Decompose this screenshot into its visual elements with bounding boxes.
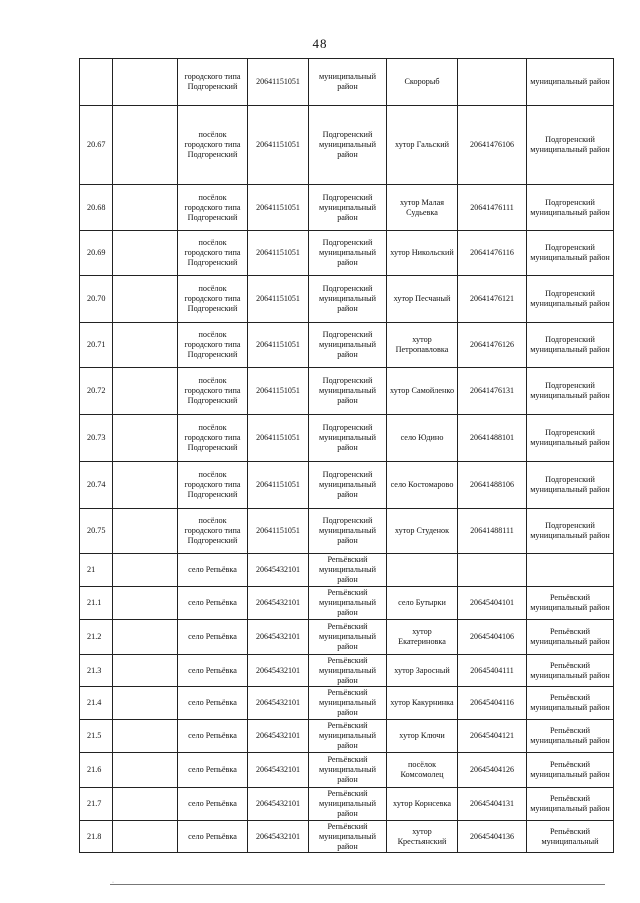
cell-place-code: 20645404136 <box>458 821 527 853</box>
cell-settlement-name: село Репьёвка <box>178 620 248 655</box>
table-row <box>80 323 614 368</box>
cell-row-number: 20.73 <box>80 415 113 462</box>
cell-settlement-code: 20641151051 <box>248 415 309 462</box>
table-row <box>80 368 614 415</box>
cell-status-name: Подгоренский муниципальный район <box>527 368 614 415</box>
cell-place-code: 20641476121 <box>458 276 527 323</box>
table-row <box>80 462 614 509</box>
cell-blank-cell <box>113 59 178 106</box>
table-row <box>80 59 614 106</box>
cell-settlement-name: село Репьёвка <box>178 554 248 587</box>
cell-status-name: Подгоренский муниципальный район <box>527 276 614 323</box>
cell-settlement-name: село Репьёвка <box>178 821 248 853</box>
cell-place-code: 20641488106 <box>458 462 527 509</box>
cell-blank-cell <box>113 720 178 753</box>
cell-place-name: хутор Гальский <box>387 106 458 185</box>
cell-district-name: Подгоренский муниципальный район <box>309 106 387 185</box>
cell-place-name: хутор Студенок <box>387 509 458 554</box>
cell-settlement-name: село Репьёвка <box>178 720 248 753</box>
cell-district-name: Репьёвский муниципальный район <box>309 620 387 655</box>
cell-district-name: Репьёвский муниципальный район <box>309 587 387 620</box>
cell-row-number <box>80 59 113 106</box>
cell-settlement-code: 20641151051 <box>248 462 309 509</box>
cell-settlement-name: посёлок городского типа Подгоренский <box>178 415 248 462</box>
cell-place-code: 20641476131 <box>458 368 527 415</box>
cell-place-name: село Костомарово <box>387 462 458 509</box>
cell-settlement-name: посёлок городского типа Подгоренский <box>178 106 248 185</box>
cell-blank-cell <box>113 587 178 620</box>
cell-district-name: Подгоренский муниципальный район <box>309 323 387 368</box>
table-row <box>80 821 614 853</box>
cell-district-name: Подгоренский муниципальный район <box>309 415 387 462</box>
cell-settlement-code: 20641151051 <box>248 509 309 554</box>
cell-settlement-code: 20645432101 <box>248 554 309 587</box>
cell-status-name: Репьёвский муниципальный район <box>527 687 614 720</box>
cell-place-code: 20641476106 <box>458 106 527 185</box>
cell-blank-cell <box>113 620 178 655</box>
cell-settlement-name: село Репьёвка <box>178 587 248 620</box>
cell-blank-cell <box>113 788 178 821</box>
cell-place-code <box>458 554 527 587</box>
cell-settlement-code: 20641151051 <box>248 59 309 106</box>
cell-settlement-name: посёлок городского типа Подгоренский <box>178 368 248 415</box>
cell-settlement-code: 20645432101 <box>248 587 309 620</box>
cell-settlement-code: 20645432101 <box>248 720 309 753</box>
cell-settlement-name: село Репьёвка <box>178 788 248 821</box>
cell-status-name: Подгоренский муниципальный район <box>527 509 614 554</box>
cell-district-name: Подгоренский муниципальный район <box>309 368 387 415</box>
table-row <box>80 106 614 185</box>
cell-settlement-name: посёлок городского типа Подгоренский <box>178 323 248 368</box>
cell-blank-cell <box>113 231 178 276</box>
cell-settlement-name: посёлок городского типа Подгоренский <box>178 231 248 276</box>
cell-settlement-code: 20645432101 <box>248 687 309 720</box>
cell-settlement-name: село Репьёвка <box>178 687 248 720</box>
cell-place-name: Скорорыб <box>387 59 458 106</box>
cell-status-name: Подгоренский муниципальный район <box>527 231 614 276</box>
table-row <box>80 587 614 620</box>
cell-settlement-code: 20645432101 <box>248 821 309 853</box>
cell-status-name <box>527 554 614 587</box>
cell-blank-cell <box>113 509 178 554</box>
cell-row-number: 20.71 <box>80 323 113 368</box>
table-row <box>80 415 614 462</box>
cell-row-number: 21.6 <box>80 753 113 788</box>
cell-place-code: 20645404111 <box>458 655 527 687</box>
cell-status-name: Подгоренский муниципальный район <box>527 415 614 462</box>
table-row <box>80 276 614 323</box>
cell-settlement-name: посёлок городского типа Подгоренский <box>178 276 248 323</box>
cell-blank-cell <box>113 276 178 323</box>
cell-row-number: 21.5 <box>80 720 113 753</box>
cell-district-name: Подгоренский муниципальный район <box>309 462 387 509</box>
cell-place-code <box>458 59 527 106</box>
cell-row-number: 20.68 <box>80 185 113 231</box>
cell-row-number: 21.7 <box>80 788 113 821</box>
cell-settlement-code: 20645432101 <box>248 620 309 655</box>
cell-row-number: 20.69 <box>80 231 113 276</box>
cell-place-name: село Бутырки <box>387 587 458 620</box>
cell-settlement-code: 20645432101 <box>248 753 309 788</box>
cell-settlement-code: 20641151051 <box>248 231 309 276</box>
page-number: 48 <box>312 36 328 51</box>
cell-status-name: Подгоренский муниципальный район <box>527 323 614 368</box>
cell-place-name: хутор Песчаный <box>387 276 458 323</box>
cell-blank-cell <box>113 554 178 587</box>
cell-row-number: 20.75 <box>80 509 113 554</box>
cell-row-number: 20.72 <box>80 368 113 415</box>
cell-settlement-code: 20645432101 <box>248 655 309 687</box>
cell-status-name: Репьёвский муниципальный район <box>527 620 614 655</box>
cell-place-code: 20645404116 <box>458 687 527 720</box>
cell-district-name: Подгоренский муниципальный район <box>309 509 387 554</box>
cell-place-name: хутор Ключи <box>387 720 458 753</box>
cell-place-name: хутор Никольский <box>387 231 458 276</box>
cell-status-name: Репьёвский муниципальный район <box>527 655 614 687</box>
cell-status-name: Репьёвский муниципальный район <box>527 720 614 753</box>
cell-district-name: Репьёвский муниципальный район <box>309 753 387 788</box>
cell-row-number: 21.1 <box>80 587 113 620</box>
cell-district-name: Репьёвский муниципальный район <box>309 788 387 821</box>
cell-district-name: Подгоренский муниципальный район <box>309 276 387 323</box>
cell-blank-cell <box>113 185 178 231</box>
cell-place-code: 20641476111 <box>458 185 527 231</box>
cell-place-code: 20645404126 <box>458 753 527 788</box>
cell-settlement-name: посёлок городского типа Подгоренский <box>178 462 248 509</box>
table-row <box>80 720 614 753</box>
cell-place-code: 20641488101 <box>458 415 527 462</box>
cell-district-name: Репьёвский муниципальный район <box>309 655 387 687</box>
cell-blank-cell <box>113 415 178 462</box>
cell-settlement-name: посёлок городского типа Подгоренский <box>178 185 248 231</box>
cell-place-code: 20641488111 <box>458 509 527 554</box>
cell-row-number: 21.8 <box>80 821 113 853</box>
cell-status-name: Репьёвский муниципальный <box>527 821 614 853</box>
cell-district-name: Репьёвский муниципальный район <box>309 821 387 853</box>
cell-place-name: хутор Корнсевка <box>387 788 458 821</box>
settlements-table <box>79 58 614 853</box>
table-row <box>80 788 614 821</box>
cell-status-name: Репьёвский муниципальный район <box>527 753 614 788</box>
cell-settlement-code: 20641151051 <box>248 323 309 368</box>
table-row <box>80 753 614 788</box>
cell-status-name: Подгоренский муниципальный район <box>527 106 614 185</box>
cell-status-name: Подгоренский муниципальный район <box>527 185 614 231</box>
table-row <box>80 687 614 720</box>
cell-settlement-code: 20641151051 <box>248 106 309 185</box>
footer-line <box>110 884 605 885</box>
cell-blank-cell <box>113 323 178 368</box>
cell-row-number: 20.74 <box>80 462 113 509</box>
table-row <box>80 231 614 276</box>
cell-place-name: хутор Екатериновка <box>387 620 458 655</box>
cell-place-code: 20641476126 <box>458 323 527 368</box>
cell-place-code: 20645404131 <box>458 788 527 821</box>
table-row <box>80 185 614 231</box>
cell-settlement-name: посёлок городского типа Подгоренский <box>178 509 248 554</box>
cell-district-name: муниципальный район <box>309 59 387 106</box>
cell-settlement-name: село Репьёвка <box>178 753 248 788</box>
cell-status-name: Подгоренский муниципальный район <box>527 462 614 509</box>
cell-place-name: хутор Какурнинка <box>387 687 458 720</box>
cell-row-number: 20.67 <box>80 106 113 185</box>
cell-status-name: Репьёвский муниципальный район <box>527 587 614 620</box>
cell-district-name: Подгоренский муниципальный район <box>309 231 387 276</box>
cell-settlement-code: 20641151051 <box>248 276 309 323</box>
cell-settlement-name: городского типа Подгоренский <box>178 59 248 106</box>
cell-row-number: 21.4 <box>80 687 113 720</box>
cell-settlement-code: 20641151051 <box>248 185 309 231</box>
table-row <box>80 620 614 655</box>
table-row <box>80 655 614 687</box>
cell-row-number: 21.3 <box>80 655 113 687</box>
cell-place-code: 20645404106 <box>458 620 527 655</box>
cell-blank-cell <box>113 368 178 415</box>
cell-place-name: хутор Заросный <box>387 655 458 687</box>
cell-settlement-code: 20645432101 <box>248 788 309 821</box>
cell-place-name <box>387 554 458 587</box>
cell-place-code: 20641476116 <box>458 231 527 276</box>
cell-settlement-name: село Репьёвка <box>178 655 248 687</box>
cell-place-name: хутор Крестьянский <box>387 821 458 853</box>
cell-place-name: село Юдино <box>387 415 458 462</box>
cell-row-number: 21.2 <box>80 620 113 655</box>
cell-status-name: муниципальный район <box>527 59 614 106</box>
cell-place-code: 20645404101 <box>458 587 527 620</box>
cell-blank-cell <box>113 106 178 185</box>
footer-mark: · <box>112 880 114 886</box>
cell-status-name: Репьёвский муниципальный район <box>527 788 614 821</box>
cell-blank-cell <box>113 753 178 788</box>
cell-place-name: хутор Самойленко <box>387 368 458 415</box>
cell-district-name: Репьёвский муниципальный район <box>309 720 387 753</box>
cell-place-name: хутор Петропавловка <box>387 323 458 368</box>
cell-place-code: 20645404121 <box>458 720 527 753</box>
cell-district-name: Подгоренский муниципальный район <box>309 185 387 231</box>
cell-blank-cell <box>113 821 178 853</box>
cell-blank-cell <box>113 462 178 509</box>
cell-row-number: 21 <box>80 554 113 587</box>
cell-blank-cell <box>113 655 178 687</box>
table-row <box>80 509 614 554</box>
cell-district-name: Репьёвский муниципальный район <box>309 554 387 587</box>
cell-blank-cell <box>113 687 178 720</box>
cell-settlement-code: 20641151051 <box>248 368 309 415</box>
cell-place-name: хутор Малая Судьевка <box>387 185 458 231</box>
cell-place-name: посёлок Комсомолец <box>387 753 458 788</box>
cell-district-name: Репьёвский муниципальный район <box>309 687 387 720</box>
cell-row-number: 20.70 <box>80 276 113 323</box>
table-row <box>80 554 614 587</box>
